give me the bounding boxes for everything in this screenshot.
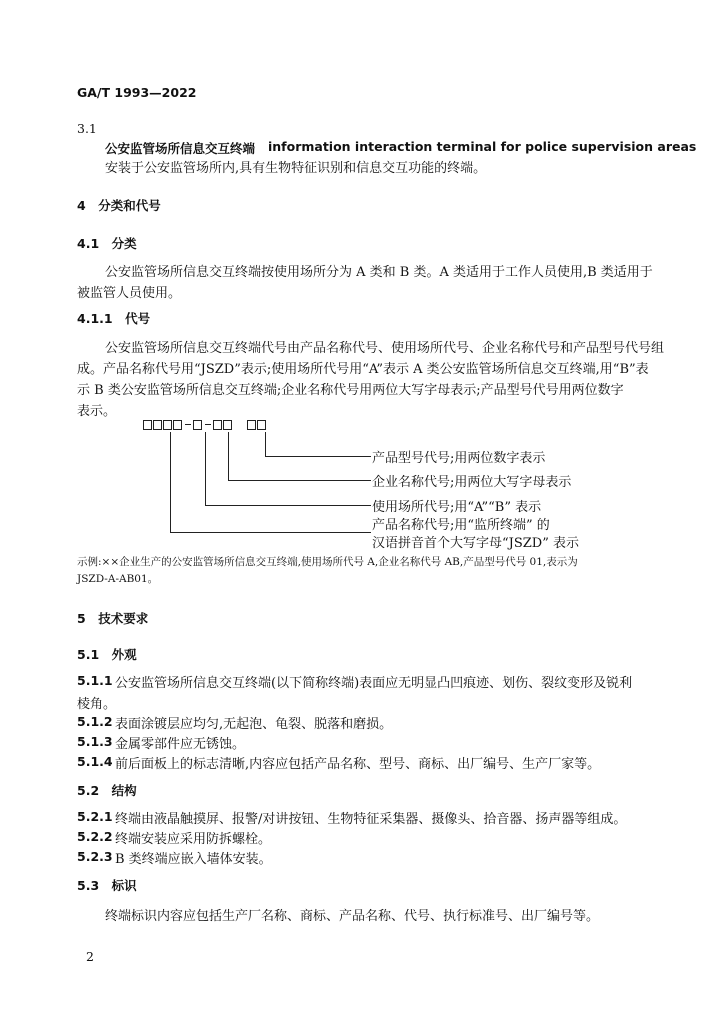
- page-number: 2: [86, 949, 94, 964]
- leader-line: [170, 432, 171, 532]
- label-company-code: 企业名称代号;用两位大写字母表示: [372, 475, 572, 490]
- label-model-code: 产品型号代号;用两位数字表示: [372, 451, 546, 466]
- clause-5-2-3-text: B 类终端应嵌入墙体安装。: [115, 852, 272, 867]
- code-box-icon: [223, 420, 232, 430]
- code-dash: [205, 424, 211, 425]
- clause-5-1-1-line2: 棱角。: [77, 697, 117, 712]
- code-box-icon: [143, 420, 152, 430]
- leader-line: [228, 432, 229, 480]
- leader-line: [205, 505, 371, 506]
- code-box-icon: [163, 420, 172, 430]
- section-5-heading: 5 技术要求: [77, 611, 149, 626]
- clause-5-2-1-text: 终端由液晶触摸屏、报警/对讲按钮、生物特征采集器、摄像头、拾音器、扬声器等组成。: [115, 812, 627, 827]
- clause-5-1-3-number: 5.1.3: [77, 734, 113, 749]
- clause-5-2-2-number: 5.2.2: [77, 829, 113, 844]
- clause-5-1-1-line1: 公安监管场所信息交互终端(以下简称终端)表面应无明显凸凹痕迹、划伤、裂纹变形及锐利: [115, 676, 633, 691]
- section-4-heading: 4 分类和代号: [77, 198, 161, 213]
- leader-line: [205, 432, 206, 505]
- code-box-icon: [257, 420, 266, 430]
- clause-5-1-1-number: 5.1.1: [77, 673, 113, 688]
- section-4-1-heading: 4.1 分类: [77, 236, 137, 251]
- clause-3-1-number: 3.1: [77, 121, 97, 136]
- term-definition: 安装于公安监管场所内,具有生物特征识别和信息交互功能的终端。: [105, 161, 487, 176]
- code-dash: [185, 424, 191, 425]
- leader-line: [228, 480, 371, 481]
- section-4-1-text-line2: 被监管人员使用。: [77, 286, 182, 301]
- code-box-icon: [247, 420, 256, 430]
- section-4-1-1-line3: 示 B 类公安监管场所信息交互终端;企业名称代号用两位大写字母表示;产品型号代号用两位数字: [77, 383, 624, 398]
- section-5-2-heading: 5.2 结构: [77, 783, 137, 798]
- code-box-icon: [173, 420, 182, 430]
- section-4-1-1-line4: 表示。: [77, 404, 117, 419]
- section-5-3-text: 终端标识内容应包括生产厂名称、商标、产品名称、代号、执行标准号、出厂编号等。: [105, 909, 600, 924]
- clause-5-1-3-text: 金属零部件应无锈蚀。: [115, 737, 246, 752]
- example-line2: JSZD-A-AB01。: [77, 573, 159, 585]
- section-4-1-text-line1: 公安监管场所信息交互终端按使用场所分为 A 类和 B 类。A 类适用于工作人员使用,B 类适用于: [105, 265, 653, 280]
- section-5-1-heading: 5.1 外观: [77, 647, 137, 662]
- clause-5-2-1-number: 5.2.1: [77, 809, 113, 824]
- clause-5-1-4-number: 5.1.4: [77, 754, 113, 769]
- section-4-1-1-heading: 4.1.1 代号: [77, 311, 151, 326]
- code-box-row: [143, 418, 267, 430]
- section-4-1-1-line2: 成。产品名称代号用“JSZD”表示;使用场所代号用“A”表示 A 类公安监管场所信息交互终端,用“B”表: [77, 362, 649, 377]
- clause-5-2-3-number: 5.2.3: [77, 849, 113, 864]
- clause-5-2-2-text: 终端安装应采用防拆螺栓。: [115, 832, 272, 847]
- clause-5-1-4-text: 前后面板上的标志清晰,内容应包括产品名称、型号、商标、出厂编号、生产厂家等。: [115, 757, 601, 772]
- label-place-code: 使用场所代号;用“A”“B” 表示: [372, 500, 542, 515]
- leader-line: [265, 456, 371, 457]
- section-4-1-1-line1: 公安监管场所信息交互终端代号由产品名称代号、使用场所代号、企业名称代号和产品型号代号组: [105, 341, 665, 356]
- term-chinese: 公安监管场所信息交互终端: [105, 141, 256, 156]
- code-box-icon: [153, 420, 162, 430]
- leader-line: [265, 432, 266, 456]
- clause-5-1-2-text: 表面涂镀层应均匀,无起泡、龟裂、脱落和磨损。: [115, 717, 393, 732]
- term-english: information interaction terminal for police supervision areas: [268, 139, 697, 154]
- clause-5-1-2-number: 5.1.2: [77, 714, 113, 729]
- standard-code: GA/T 1993—2022: [77, 85, 197, 100]
- label-name-code-line2: 汉语拼音首个大写字母“JSZD” 表示: [372, 536, 579, 551]
- code-box-icon: [213, 420, 222, 430]
- label-name-code-line1: 产品名称代号;用“监所终端” 的: [372, 518, 550, 533]
- section-5-3-heading: 5.3 标识: [77, 878, 137, 893]
- example-line1: 示例:××企业生产的公安监管场所信息交互终端,使用场所代号 A,企业名称代号 AB,产品型号代号 01,表示为: [77, 556, 578, 568]
- leader-line: [170, 532, 371, 533]
- code-box-icon: [193, 420, 202, 430]
